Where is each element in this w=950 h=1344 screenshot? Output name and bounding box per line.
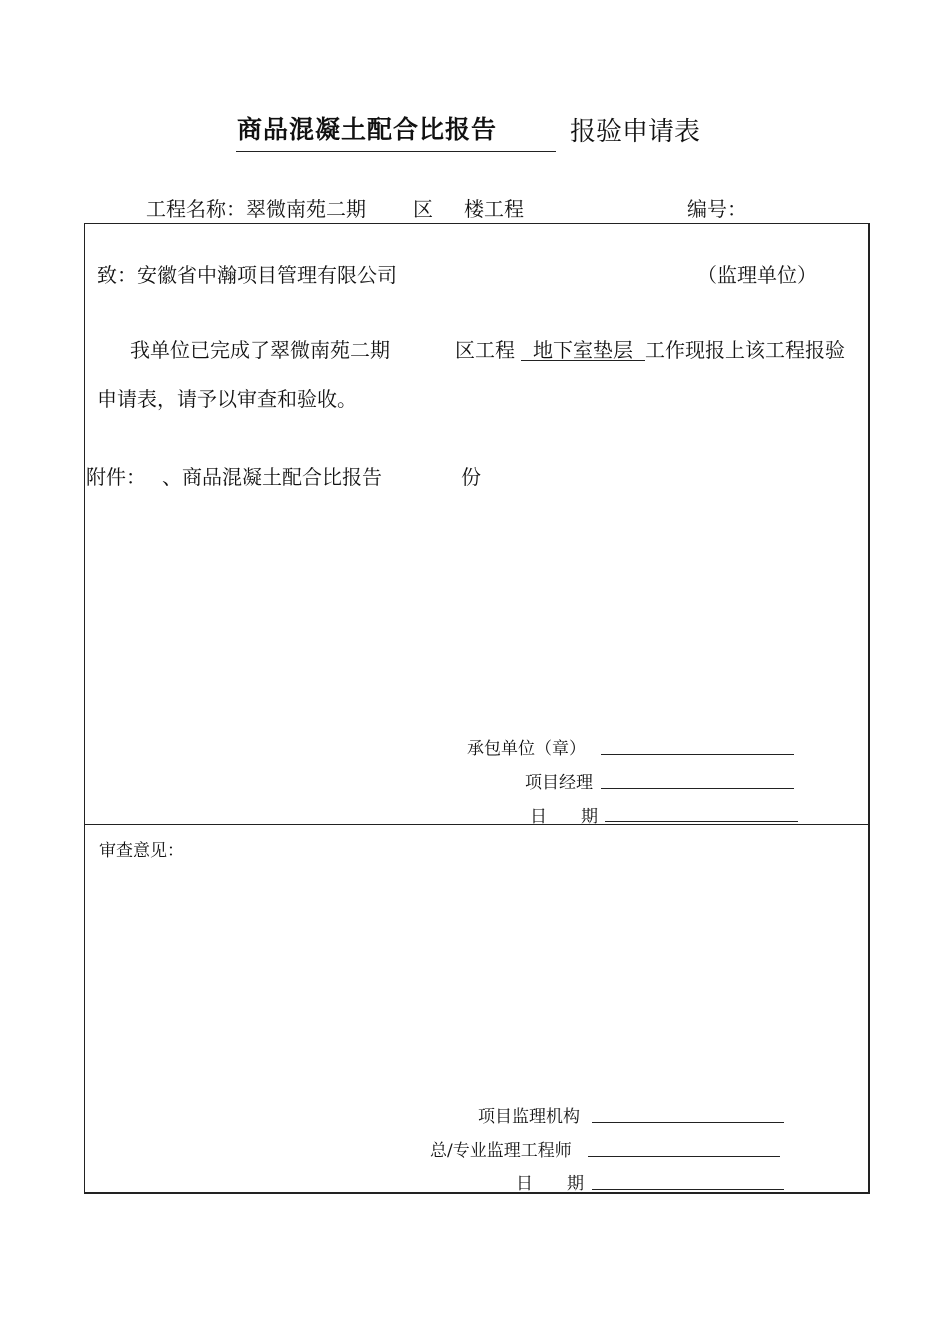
section-divider bbox=[84, 824, 870, 825]
supervising-engineer-label: 总/专业监理工程师 bbox=[430, 1141, 572, 1161]
contractor-unit-label: 承包单位（章） bbox=[467, 739, 586, 759]
body-text-line2: 申请表，请予以审查和验收。 bbox=[97, 387, 357, 411]
body-text-district: 区工程 bbox=[455, 338, 515, 362]
contractor-date-label: 日 期 bbox=[530, 807, 598, 827]
contractor-date-line[interactable] bbox=[605, 821, 798, 822]
project-manager-line[interactable] bbox=[601, 788, 794, 789]
form-title-underline bbox=[236, 151, 556, 152]
review-date-line[interactable] bbox=[592, 1189, 784, 1190]
body-text-start: 我单位已完成了翠微南苑二期 bbox=[130, 338, 390, 362]
supervisor-unit-label: （监理单位） bbox=[697, 263, 817, 287]
contractor-unit-line[interactable] bbox=[601, 754, 794, 755]
supervising-engineer-line[interactable] bbox=[588, 1156, 780, 1157]
form-title-bold: 商品混凝土配合比报告 bbox=[237, 115, 498, 144]
form-title: 报验申请表 bbox=[570, 117, 701, 147]
supervision-org-line[interactable] bbox=[592, 1122, 784, 1123]
supervision-org-label: 项目监理机构 bbox=[478, 1107, 580, 1127]
attachment-label: 附件： bbox=[86, 465, 146, 489]
review-opinion-label: 审查意见： bbox=[99, 841, 184, 861]
project-district: 区 bbox=[413, 197, 433, 221]
project-name-label: 工程名称：翠微南苑二期 bbox=[146, 197, 366, 221]
body-text-item: 地下室垫层 bbox=[533, 338, 633, 362]
item-underline bbox=[521, 360, 645, 361]
form-number-label: 编号： bbox=[687, 197, 747, 221]
attachment-unit: 份 bbox=[461, 465, 481, 489]
project-manager-label: 项目经理 bbox=[525, 773, 593, 793]
form-frame bbox=[84, 223, 870, 1194]
project-building: 楼工程 bbox=[464, 197, 524, 221]
review-date-label: 日 期 bbox=[516, 1174, 584, 1194]
body-text-end: 工作现报上该工程报验 bbox=[645, 338, 845, 362]
attachment-item: 、商品混凝土配合比报告 bbox=[162, 465, 382, 489]
addressee: 致：安徽省中瀚项目管理有限公司 bbox=[97, 263, 397, 287]
